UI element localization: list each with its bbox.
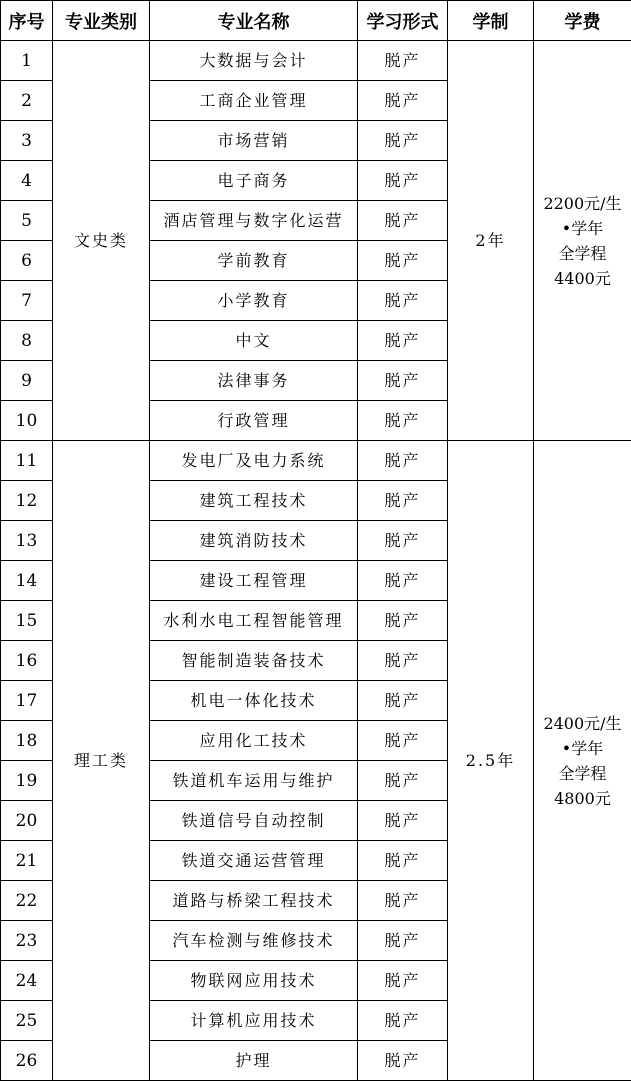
study-mode-cell: 脱产 — [358, 1041, 448, 1081]
header-row — [1, 1, 631, 41]
major-name-cell: 行政管理 — [150, 401, 358, 441]
seq-cell: 3 — [1, 121, 53, 161]
major-name-cell: 建设工程管理 — [150, 561, 358, 601]
major-name-cell: 物联网应用技术 — [150, 961, 358, 1001]
seq-cell: 26 — [1, 1041, 53, 1081]
study-mode-cell: 脱产 — [358, 281, 448, 321]
study-mode-cell: 脱产 — [358, 321, 448, 361]
study-mode-cell: 脱产 — [358, 161, 448, 201]
table-row — [1, 441, 631, 481]
major-name-cell: 市场营销 — [150, 121, 358, 161]
major-name-cell: 建筑消防技术 — [150, 521, 358, 561]
study-mode-cell: 脱产 — [358, 761, 448, 801]
major-name-cell: 道路与桥梁工程技术 — [150, 881, 358, 921]
seq-cell: 1 — [1, 41, 53, 81]
table-body — [1, 41, 631, 1081]
seq-cell: 4 — [1, 161, 53, 201]
fee-line: 4400元 — [554, 268, 611, 288]
study-mode-cell: 脱产 — [358, 921, 448, 961]
category-cell: 文史类 — [53, 41, 150, 441]
header-seq: 序号 — [1, 1, 53, 41]
major-name-cell: 大数据与会计 — [150, 41, 358, 81]
header-category: 专业类别 — [53, 1, 150, 41]
major-name-cell: 小学教育 — [150, 281, 358, 321]
major-name-cell: 铁道信号自动控制 — [150, 801, 358, 841]
fee-line: •学年 — [561, 218, 604, 238]
study-mode-cell: 脱产 — [358, 601, 448, 641]
major-name-cell: 水利水电工程智能管理 — [150, 601, 358, 641]
study-mode-cell: 脱产 — [358, 41, 448, 81]
seq-cell: 14 — [1, 561, 53, 601]
fee-line: •学年 — [561, 738, 604, 758]
header-major: 专业名称 — [150, 1, 358, 41]
study-mode-cell: 脱产 — [358, 681, 448, 721]
seq-cell: 20 — [1, 801, 53, 841]
major-name-cell: 计算机应用技术 — [150, 1001, 358, 1041]
fee-line: 2200元/生 — [543, 193, 622, 213]
major-name-cell: 学前教育 — [150, 241, 358, 281]
seq-cell: 8 — [1, 321, 53, 361]
study-mode-cell: 脱产 — [358, 881, 448, 921]
major-name-cell: 护理 — [150, 1041, 358, 1081]
seq-cell: 9 — [1, 361, 53, 401]
seq-cell: 7 — [1, 281, 53, 321]
fee-line: 全学程 — [558, 763, 607, 783]
major-name-cell: 铁道交通运营管理 — [150, 841, 358, 881]
study-mode-cell: 脱产 — [358, 721, 448, 761]
study-mode-cell: 脱产 — [358, 561, 448, 601]
study-mode-cell: 脱产 — [358, 801, 448, 841]
major-name-cell: 发电厂及电力系统 — [150, 441, 358, 481]
fee-line: 全学程 — [558, 243, 607, 263]
study-mode-cell: 脱产 — [358, 361, 448, 401]
study-mode-cell: 脱产 — [358, 1001, 448, 1041]
seq-cell: 6 — [1, 241, 53, 281]
major-name-cell: 酒店管理与数字化运营 — [150, 201, 358, 241]
major-name-cell: 智能制造装备技术 — [150, 641, 358, 681]
fee-cell — [534, 441, 631, 1081]
study-mode-cell: 脱产 — [358, 841, 448, 881]
major-name-cell: 机电一体化技术 — [150, 681, 358, 721]
seq-cell: 24 — [1, 961, 53, 1001]
seq-cell: 12 — [1, 481, 53, 521]
seq-cell: 19 — [1, 761, 53, 801]
header-mode: 学习形式 — [358, 1, 448, 41]
seq-cell: 21 — [1, 841, 53, 881]
study-mode-cell: 脱产 — [358, 481, 448, 521]
study-mode-cell: 脱产 — [358, 521, 448, 561]
header-duration: 学制 — [448, 1, 534, 41]
duration-cell: 2年 — [448, 41, 534, 441]
major-name-cell: 应用化工技术 — [150, 721, 358, 761]
category-cell: 理工类 — [53, 441, 150, 1081]
seq-cell: 10 — [1, 401, 53, 441]
study-mode-cell: 脱产 — [358, 201, 448, 241]
seq-cell: 15 — [1, 601, 53, 641]
major-name-cell: 铁道机车运用与维护 — [150, 761, 358, 801]
seq-cell: 23 — [1, 921, 53, 961]
study-mode-cell: 脱产 — [358, 961, 448, 1001]
fee-line: 4800元 — [554, 788, 611, 808]
study-mode-cell: 脱产 — [358, 641, 448, 681]
seq-cell: 18 — [1, 721, 53, 761]
study-mode-cell: 脱产 — [358, 121, 448, 161]
seq-cell: 5 — [1, 201, 53, 241]
seq-cell: 13 — [1, 521, 53, 561]
table-row — [1, 41, 631, 81]
major-name-cell: 中文 — [150, 321, 358, 361]
fee-cell — [534, 41, 631, 441]
major-name-cell: 工商企业管理 — [150, 81, 358, 121]
study-mode-cell: 脱产 — [358, 401, 448, 441]
seq-cell: 16 — [1, 641, 53, 681]
seq-cell: 11 — [1, 441, 53, 481]
major-name-cell: 电子商务 — [150, 161, 358, 201]
seq-cell: 22 — [1, 881, 53, 921]
study-mode-cell: 脱产 — [358, 441, 448, 481]
header-fee: 学费 — [534, 1, 631, 41]
duration-cell: 2.5年 — [448, 441, 534, 1081]
major-name-cell: 汽车检测与维修技术 — [150, 921, 358, 961]
study-mode-cell: 脱产 — [358, 241, 448, 281]
seq-cell: 17 — [1, 681, 53, 721]
seq-cell: 25 — [1, 1001, 53, 1041]
study-mode-cell: 脱产 — [358, 81, 448, 121]
major-name-cell: 建筑工程技术 — [150, 481, 358, 521]
seq-cell: 2 — [1, 81, 53, 121]
major-name-cell: 法律事务 — [150, 361, 358, 401]
fee-line: 2400元/生 — [543, 713, 622, 733]
